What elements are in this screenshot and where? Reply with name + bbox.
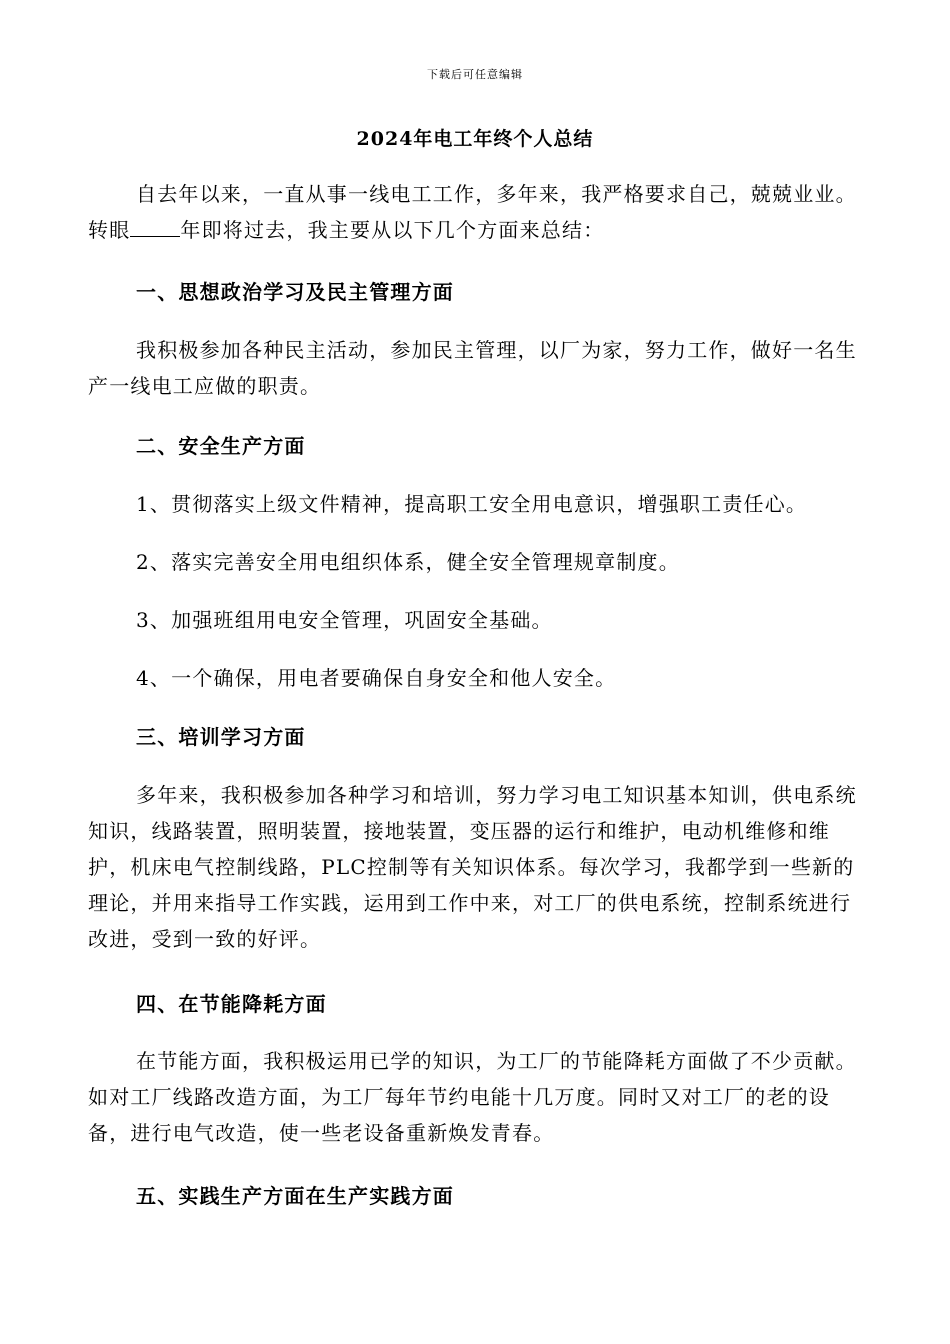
section-5-heading: 五、实践生产方面在生产实践方面: [136, 1184, 454, 1208]
intro-text-start: 自去年以来，一直从事一线电工工作，多年来，我严格要求自己，兢兢业业。转眼: [88, 182, 857, 242]
list-item: 1、贯彻落实上级文件精神，提高职工安全用电意识，增强职工责任心。: [136, 492, 808, 516]
list-item: 3、加强班组用电安全管理，巩固安全基础。: [136, 608, 553, 632]
fill-in-blank: [130, 218, 180, 237]
section-2-heading: 二、安全生产方面: [136, 434, 306, 458]
section-3-heading: 三、培训学习方面: [136, 725, 306, 749]
section-4-paragraph: 在节能方面，我积极运用已学的知识，为工厂的节能降耗方面做了不少贡献。如对工厂线路改造方面，为工厂每年节约电能十几万度。同时又对工厂的老的设备，进行电气改造，使一些老设备重新焕发青春。: [88, 1049, 857, 1145]
section-1-heading: 一、思想政治学习及民主管理方面: [136, 280, 454, 304]
section-4-heading: 四、在节能降耗方面: [136, 992, 327, 1016]
document-title: 2024年电工年终个人总结: [356, 128, 594, 150]
intro-paragraph: [88, 176, 863, 248]
intro-text-end: 年即将过去，我主要从以下几个方面来总结：: [180, 218, 605, 242]
section-3-paragraph: 多年来，我积极参加各种学习和培训，努力学习电工知识基本知训，供电系统知识，线路装置，照明装置，接地装置，变压器的运行和维护，电动机维修和维护，机床电气控制线路，PLC控制等有关知识体系。每次学习，我都学到一些新的理论，并用来指导工作实践，运用到工作中来，对工厂的供电系统，控制系统进行改进，受到一致的好评。: [88, 783, 857, 951]
section-1-paragraph: 我积极参加各种民主活动，参加民主管理，以厂为家，努力工作，做好一名生产一线电工应做的职责。: [88, 338, 857, 398]
list-item: 4、一个确保，用电者要确保自身安全和他人安全。: [136, 666, 617, 690]
list-item: 2、落实完善安全用电组织体系，健全安全管理规章制度。: [136, 550, 680, 574]
header-note: 下载后可任意编辑: [427, 68, 523, 81]
